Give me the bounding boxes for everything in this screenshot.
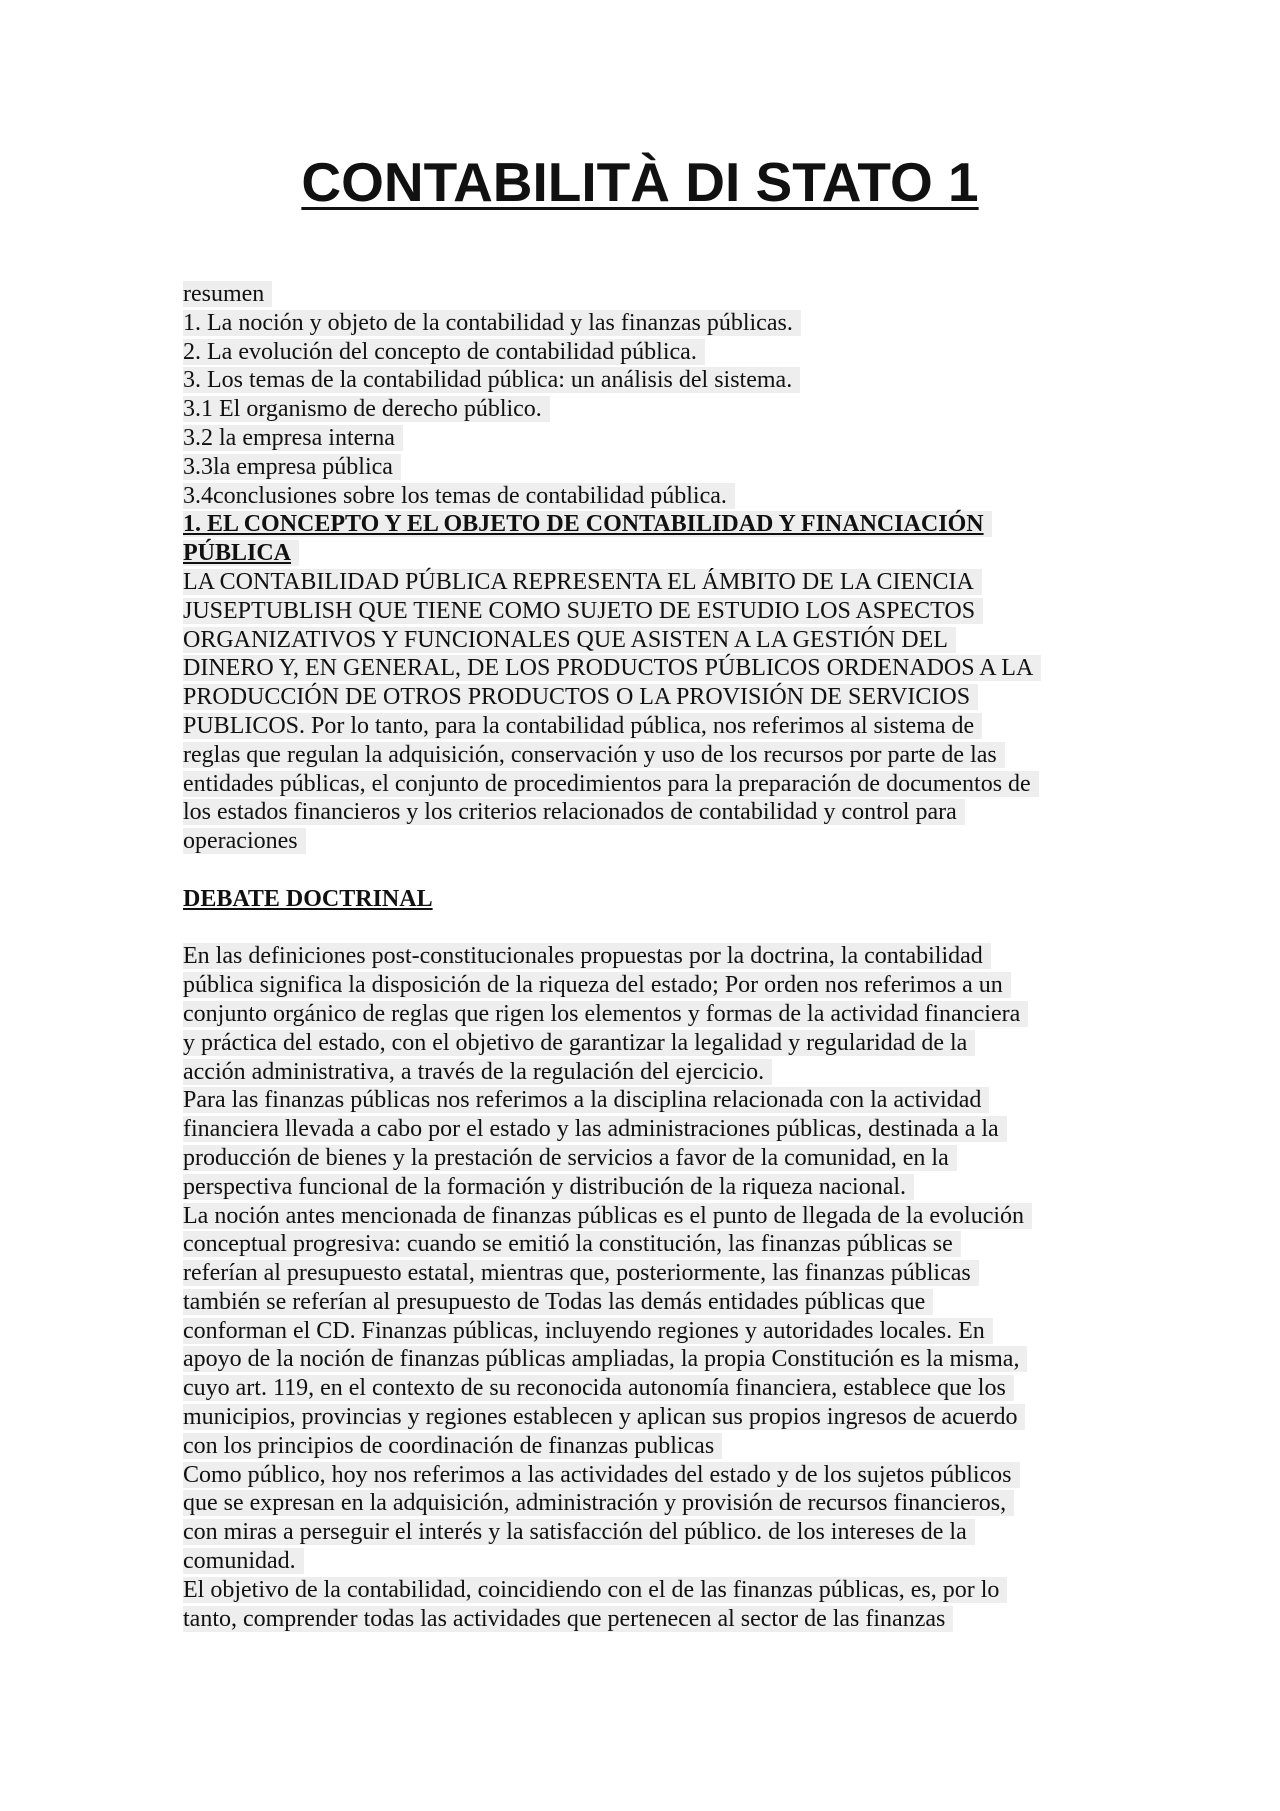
paragraph-line: con miras a perseguir el interés y la satisfacción del público. de los intereses de la (183, 1518, 1123, 1547)
paragraph-line: PRODUCCIÓN DE OTROS PRODUCTOS O LA PROVISIÓN DE SERVICIOS (183, 683, 1123, 712)
paragraph-line: con los principios de coordinación de finanzas publicas (183, 1432, 1123, 1461)
summary-line: 3.4conclusiones sobre los temas de contabilidad pública. (183, 482, 1123, 511)
paragraph-line: comunidad. (183, 1547, 1123, 1576)
blank-line (183, 914, 1123, 943)
paragraph-line: y práctica del estado, con el objetivo de garantizar la legalidad y regularidad de la (183, 1029, 1123, 1058)
paragraph-line: referían al presupuesto estatal, mientras que, posteriormente, las finanzas públicas (183, 1259, 1123, 1288)
paragraph-line: conforman el CD. Finanzas públicas, incluyendo regiones y autoridades locales. En (183, 1317, 1123, 1346)
debate-heading: DEBATE DOCTRINAL (183, 885, 433, 912)
section-paragraph (183, 568, 1123, 856)
paragraph-line: acción administrativa, a través de la regulación del ejercicio. (183, 1058, 1123, 1087)
summary-line: 3.1 El organismo de derecho público. (183, 395, 1123, 424)
paragraph-line: producción de bienes y la prestación de servicios a favor de la comunidad, en la (183, 1144, 1123, 1173)
paragraph-line: conjunto orgánico de reglas que rigen los elementos y formas de la actividad financiera (183, 1000, 1123, 1029)
paragraph-line: tanto, comprender todas las actividades que pertenecen al sector de las finanzas (183, 1605, 1123, 1634)
paragraph-line: El objetivo de la contabilidad, coincidiendo con el de las finanzas públicas, es, por lo (183, 1576, 1123, 1605)
section-heading (183, 510, 1123, 568)
paragraph-line: reglas que regulan la adquisición, conservación y uso de los recursos por parte de las (183, 741, 1123, 770)
paragraph-line: que se expresan en la adquisición, administración y provisión de recursos financieros, (183, 1489, 1123, 1518)
paragraph-line: DINERO Y, EN GENERAL, DE LOS PRODUCTOS PÚBLICOS ORDENADOS A LA (183, 654, 1123, 683)
paragraph-line: ORGANIZATIVOS Y FUNCIONALES QUE ASISTEN A LA GESTIÓN DEL (183, 626, 1123, 655)
summary-line: 1. La noción y objeto de la contabilidad y las finanzas públicas. (183, 309, 1123, 338)
summary-line: 3.2 la empresa interna (183, 424, 1123, 453)
page-title-text: CONTABILITÀ DI STATO 1 (301, 151, 979, 213)
paragraph-line: conceptual progresiva: cuando se emitió la constitución, las finanzas públicas se (183, 1230, 1123, 1259)
paragraph-line: también se referían al presupuesto de Todas las demás entidades públicas que (183, 1288, 1123, 1317)
page-title (0, 146, 1280, 218)
paragraph-line: cuyo art. 119, en el contexto de su reconocida autonomía financiera, establece que los (183, 1374, 1123, 1403)
paragraph-line: JUSEPTUBLISH QUE TIENE COMO SUJETO DE ESTUDIO LOS ASPECTOS (183, 597, 1123, 626)
paragraph-line: Como público, hoy nos referimos a las actividades del estado y de los sujetos públicos (183, 1461, 1123, 1490)
paragraph-line: operaciones (183, 827, 1123, 856)
paragraph-line: municipios, provincias y regiones establecen y aplican sus propios ingresos de acuerdo (183, 1403, 1123, 1432)
debate-paragraph (183, 942, 1123, 1633)
blank-line (183, 856, 1123, 885)
section-heading-line: 1. EL CONCEPTO Y EL OBJETO DE CONTABILIDAD Y FINANCIACIÓN (183, 510, 1123, 539)
summary-line: 3. Los temas de la contabilidad pública: un análisis del sistema. (183, 366, 1123, 395)
paragraph-line: los estados financieros y los criterios relacionados de contabilidad y control para (183, 798, 1123, 827)
document-body (183, 280, 1123, 1633)
summary-line: 2. La evolución del concepto de contabilidad pública. (183, 338, 1123, 367)
summary-line: 3.3la empresa pública (183, 453, 1123, 482)
paragraph-line: PUBLICOS. Por lo tanto, para la contabilidad pública, nos referimos al sistema de (183, 712, 1123, 741)
paragraph-line: En las definiciones post-constitucionales propuestas por la doctrina, la contabilidad (183, 942, 1123, 971)
paragraph-line: LA CONTABILIDAD PÚBLICA REPRESENTA EL ÁMBITO DE LA CIENCIA (183, 568, 1123, 597)
paragraph-line: Para las finanzas públicas nos referimos a la disciplina relacionada con la actividad (183, 1086, 1123, 1115)
paragraph-line: perspectiva funcional de la formación y distribución de la riqueza nacional. (183, 1173, 1123, 1202)
paragraph-line: entidades públicas, el conjunto de procedimientos para la preparación de documentos de (183, 770, 1123, 799)
paragraph-line: apoyo de la noción de finanzas públicas ampliadas, la propia Constitución es la misma, (183, 1345, 1123, 1374)
summary-list (183, 280, 1123, 510)
summary-line: resumen (183, 280, 1123, 309)
paragraph-line: La noción antes mencionada de finanzas públicas es el punto de llegada de la evolución (183, 1202, 1123, 1231)
paragraph-line: financiera llevada a cabo por el estado y las administraciones públicas, destinada a la (183, 1115, 1123, 1144)
section-heading-line: PÚBLICA (183, 539, 1123, 568)
paragraph-line: pública significa la disposición de la riqueza del estado; Por orden nos referimos a un (183, 971, 1123, 1000)
